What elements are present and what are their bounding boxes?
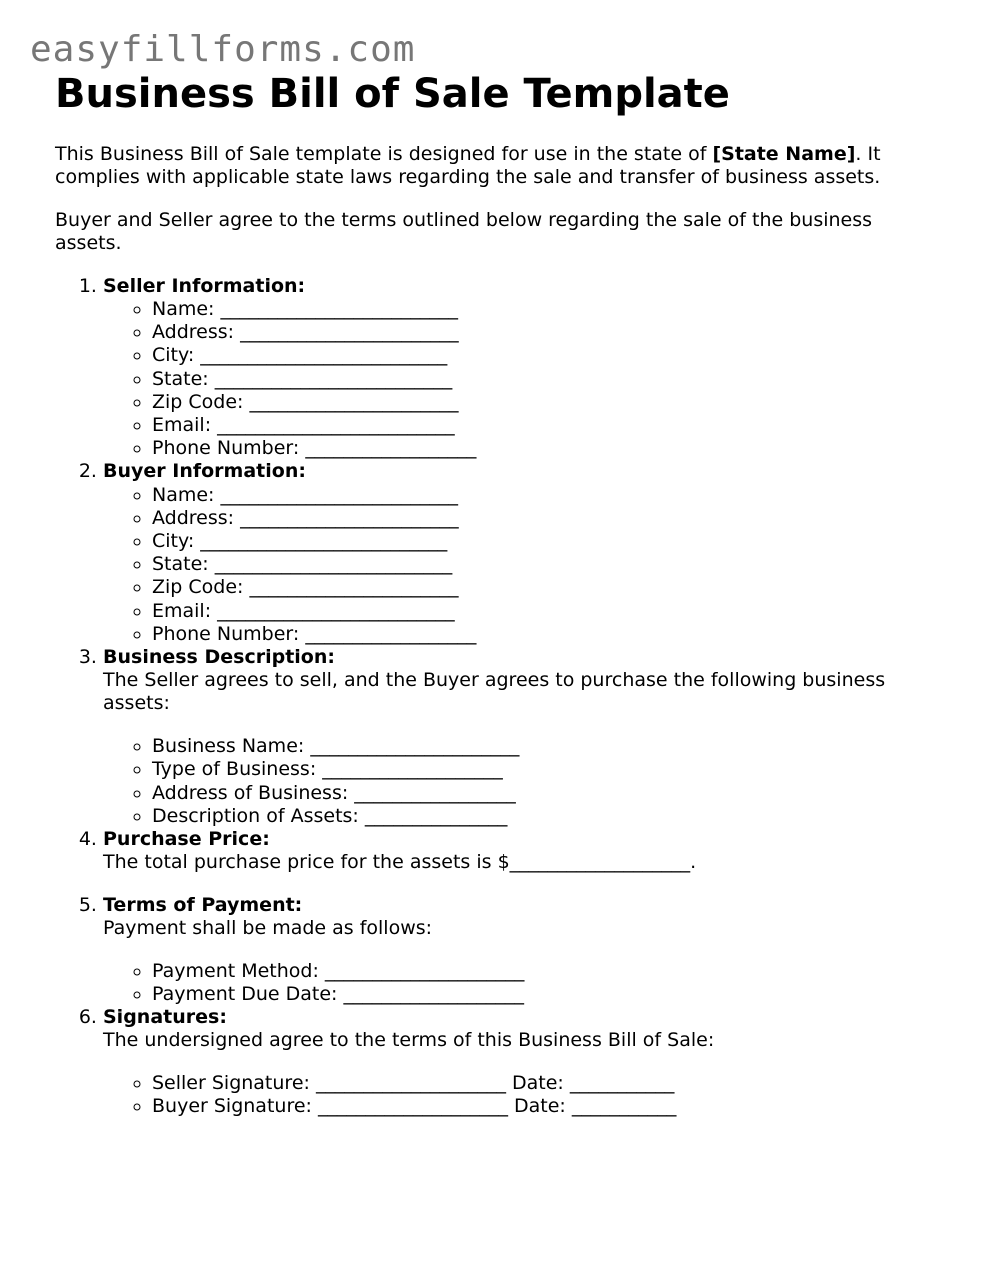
intro-text-after: . It complies with applicable state laws regarding the sale and transfer of business assets.	[55, 143, 881, 189]
document-body	[55, 143, 915, 1119]
section-title: Terms of Payment:	[103, 893, 303, 916]
seller-city-field[interactable]: ◦ City: __________________________	[152, 344, 915, 367]
payment-text: Payment shall be made as follows:	[103, 917, 433, 940]
seller-phone-field[interactable]: ◦ Phone Number: __________________	[152, 437, 915, 460]
watermark: easyfillforms.com	[30, 29, 416, 70]
buyer-zip-field[interactable]: ◦ Zip Code: ______________________	[152, 576, 915, 599]
section-buyer-information	[103, 460, 915, 646]
buyer-state-field[interactable]: ◦ State: _________________________	[152, 553, 915, 576]
seller-signature-field[interactable]: ◦ Seller Signature: ____________________ Date: ___________	[152, 1072, 915, 1095]
sections-list	[55, 275, 915, 1119]
section-title: Buyer Information:	[103, 460, 306, 483]
seller-zip-field[interactable]: ◦ Zip Code: ______________________	[152, 391, 915, 414]
intro-text-before: This Business Bill of Sale template is designed for use in the state of	[55, 143, 713, 165]
intro-paragraph-1	[55, 143, 915, 189]
section-business-description	[103, 646, 915, 828]
payment-method-field[interactable]: ◦ Payment Method: _____________________	[152, 960, 915, 983]
section-title: Signatures:	[103, 1006, 227, 1029]
section-purchase-price	[103, 828, 915, 874]
intro-paragraph-2: Buyer and Seller agree to the terms outlined below regarding the sale of the business assets.	[55, 208, 873, 255]
business-description-text: The Seller agrees to sell, and the Buyer agrees to purchase the following business assets:	[103, 669, 886, 715]
business-fields	[103, 735, 915, 828]
business-type-field[interactable]: ◦ Type of Business: ___________________	[152, 758, 915, 781]
purchase-price-field[interactable]: The total purchase price for the assets is $___________________.	[103, 851, 697, 874]
page-title: Business Bill of Sale Template	[55, 71, 730, 117]
state-name-placeholder: [State Name]	[712, 143, 856, 165]
section-signatures	[103, 1006, 915, 1118]
seller-fields	[103, 298, 915, 460]
seller-state-field[interactable]: ◦ State: _________________________	[152, 368, 915, 391]
section-seller-information	[103, 275, 915, 461]
section-title: Business Description:	[103, 646, 335, 669]
section-title: Seller Information:	[103, 274, 306, 297]
payment-fields	[103, 960, 915, 1006]
buyer-fields	[103, 484, 915, 646]
seller-name-field[interactable]: ◦ Name: _________________________	[152, 298, 915, 321]
signature-fields	[103, 1072, 915, 1118]
seller-address-field[interactable]: ◦ Address: _______________________	[152, 321, 915, 344]
assets-description-field[interactable]: ◦ Description of Assets: _______________	[152, 805, 915, 828]
section-title: Purchase Price:	[103, 827, 270, 850]
signatures-text: The undersigned agree to the terms of this Business Bill of Sale:	[103, 1029, 715, 1052]
business-address-field[interactable]: ◦ Address of Business: _________________	[152, 782, 915, 805]
buyer-city-field[interactable]: ◦ City: __________________________	[152, 530, 915, 553]
buyer-phone-field[interactable]: ◦ Phone Number: __________________	[152, 623, 915, 646]
business-name-field[interactable]: ◦ Business Name: ______________________	[152, 735, 915, 758]
seller-email-field[interactable]: ◦ Email: _________________________	[152, 414, 915, 437]
buyer-name-field[interactable]: ◦ Name: _________________________	[152, 484, 915, 507]
buyer-address-field[interactable]: ◦ Address: _______________________	[152, 507, 915, 530]
section-terms-of-payment	[103, 894, 915, 1006]
payment-due-date-field[interactable]: ◦ Payment Due Date: ___________________	[152, 983, 915, 1006]
buyer-email-field[interactable]: ◦ Email: _________________________	[152, 600, 915, 623]
buyer-signature-field[interactable]: ◦ Buyer Signature: ____________________ Date: ___________	[152, 1095, 915, 1118]
